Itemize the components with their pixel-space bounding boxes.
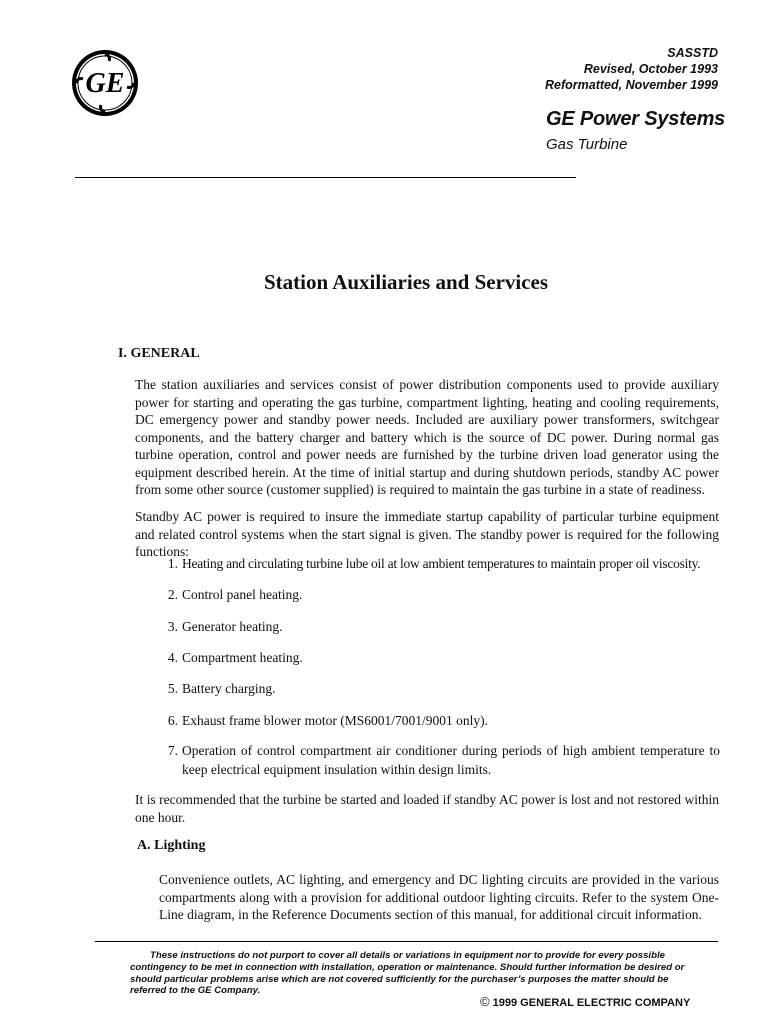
list-item-number: 7.	[167, 743, 178, 758]
copyright-notice	[480, 994, 690, 1009]
disclaimer-line: should particular problems arise which are not covered sufficiently for the purchaser’s purposes the matter should be	[130, 973, 669, 985]
reformat-date: Reformatted, November 1999	[545, 78, 718, 92]
list-item-text: Compartment heating.	[182, 650, 303, 665]
list-item-number: 6.	[167, 713, 178, 728]
page-title: Station Auxiliaries and Services	[263, 270, 549, 294]
list-item-number: 4.	[167, 650, 178, 665]
disclaimer-line: referred to the GE Company.	[130, 985, 261, 997]
general-paragraph-3: It is recommended that the turbine be started and loaded if standby AC power is lost and not restored within one hour.	[135, 792, 719, 825]
header-divider	[75, 177, 576, 178]
list-item-text: Battery charging.	[182, 681, 276, 696]
list-item-text: Generator heating.	[182, 619, 283, 634]
list-item-text: Control panel heating.	[182, 587, 303, 602]
list-item-number: 3.	[167, 619, 178, 634]
list-item-number: 5.	[167, 681, 178, 696]
general-paragraph-1: The station auxiliaries and services consist of power distribution components used to provide auxiliary power for starting and operating the gas turbine, compartment lighting, heating and cooling requirements, DC emergency power and standby power needs. Included are auxiliary power transformers, switchgear components, and the battery charger and battery which is the source of DC power. During normal gas turbine operation, control and power needs are furnished by the turbine driven load generator using the equipment described herein. At the time of initial startup and during shutdown periods, standby AC power from some other source (customer supplied) is required to maintain the gas turbine in a state of readiness.	[135, 377, 719, 497]
disclaimer-line: These instructions do not purport to cover all details or variations in equipment nor to provide for every possible	[150, 950, 665, 961]
brand-name: GE Power Systems	[546, 108, 726, 130]
lighting-paragraph: Convenience outlets, AC lighting, and emergency and DC lighting circuits are provided in the various compartments along with a provision for additional outdoor lighting circuits. Refer to the system One-Line diagram, in the Reference Documents section of this manual, for additional circuit information.	[159, 872, 719, 922]
list-item-text: Exhaust frame blower motor (MS6001/7001/9001 only).	[182, 713, 488, 728]
footer-divider	[95, 941, 718, 942]
disclaimer	[130, 950, 685, 997]
list-item-number: 2.	[167, 587, 178, 602]
general-paragraph-2: Standby AC power is required to insure the immediate startup capability of particular turbine equipment and related control systems when the start signal is given. The standby power is required for the following functions:	[135, 509, 719, 559]
list-item-number: 1.	[167, 556, 178, 571]
list-item-text: Heating and circulating turbine lube oil at low ambient temperatures to maintain proper oil viscosity.	[182, 556, 701, 571]
revision-date: Revised, October 1993	[583, 62, 718, 76]
copyright-symbol: ©	[480, 994, 490, 1009]
division-name: Gas Turbine	[546, 136, 628, 153]
ge-logo-text: GE	[85, 68, 125, 99]
document-code: SASSTD	[667, 46, 718, 60]
subsection-heading: A. Lighting	[137, 838, 206, 853]
disclaimer-line: contingency to be met in connection with installation, operation or maintenance. Should further information be desired or	[130, 961, 685, 973]
copyright-text: 1999 GENERAL ELECTRIC COMPANY	[492, 997, 691, 1009]
section-heading: I. GENERAL	[118, 346, 200, 361]
list-item-text: Operation of control compartment air conditioner during periods of high ambient temperature to keep electrical equipment insulation within design limits.	[182, 743, 720, 777]
ge-logo	[70, 48, 140, 118]
